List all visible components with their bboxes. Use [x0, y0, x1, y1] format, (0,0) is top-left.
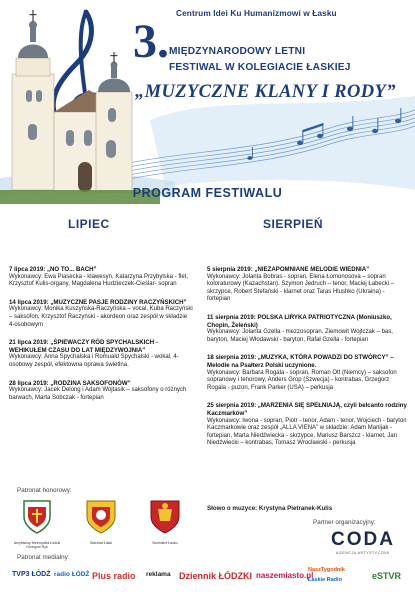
nasz-tygodnik-logo: NaszTygodnik: [308, 567, 345, 573]
estvr-logo: eSTVR: [372, 571, 402, 581]
event-item: [9, 380, 193, 403]
radio-lodz-logo: radio ŁÓDŹ: [54, 571, 90, 578]
dziennik-lodzki-logo: Dziennik ŁÓDZKI: [179, 571, 253, 581]
event-title: 21 lipca 2019: „ŚPIEWACZY RÓD SPYCHALSKICH - WEHIKUŁEM CZASU DO LAT MIĘDZYWOJNIA”: [9, 339, 158, 354]
august-heading: SIERPIEŃ: [263, 217, 324, 231]
organizer-name: Centrum Idei Ku Humanizmowi w Łasku: [176, 8, 337, 18]
naszemiasto-logo: naszemiasto.pl: [256, 571, 314, 580]
event-performers: Wykonawcy: Monika Kuszyńska-Raczyńska – vocal, Kuba Raczyński – saksofon, Krzysztof Raczyński - akordeon oraz zespół w składzie 4-osobowym: [9, 306, 193, 328]
patron-logo: [12, 499, 62, 549]
event-item: [207, 402, 407, 448]
event-title: 28 lipca 2019: „RODZINA SAKSOFONÓW”: [9, 379, 131, 387]
tvp3-logo: TVP3 ŁÓDŹ: [12, 571, 51, 578]
festival-motto: „MUZYCZNE KLANY I RODY”: [135, 82, 396, 102]
event-title: 5 sierpnia 2019: „NIEZAPOMNIANE MELODIE WIEDNIA”: [207, 266, 370, 273]
patron-caption: Burmistrz Łasku: [152, 541, 178, 545]
music-commentary-credit: Słowo o muzyce: Krystyna Pietranek-Kulis: [207, 505, 333, 512]
event-title: 11 sierpnia 2019: POLSKA LIRYKA PATRIOTYCZNA (Moniuszko, Chopin, Żeleński): [207, 313, 392, 329]
county-coat-of-arms-icon: [84, 499, 118, 535]
event-title: 14 lipca 2019: „MUZYCZNE PASJE RODZINY RACZYŃSKICH”: [9, 298, 187, 306]
patron-caption: Arcybiskup Metropolita Łódzki Grzegorz Ryś: [13, 541, 61, 549]
july-heading: LIPIEC: [68, 217, 110, 231]
event-performers: Wykonawcy: Jolanta Gzella - mezzosopran, Ziemowit Wojtczak – bas, baryton, Maciej Włodawski - baryton, Rafał Gzella - fortepian: [207, 329, 393, 343]
edition-number: 3.: [133, 15, 169, 68]
event-item: [207, 266, 407, 304]
event-performers: Wykonawcy: Barbara Rogala - sopran, Roman Ott (Niemcy) – saksofon sopranowy i tenorowy, Anders Grop (Szwecja) - kontrabas, Grzegorz Rogala - puzon, Frank Parker (USA) – perkusja: [207, 369, 397, 391]
partner-heading: Partner organizacyjny:: [313, 519, 376, 526]
coda-logo: CODA: [331, 529, 395, 550]
event-performers: Wykonawcy: Jacek Delong i Adam Wojtasik – saksofony o różnych barwach, Marta Sobczak - fortepian: [9, 387, 187, 401]
patron-logo: [76, 499, 126, 545]
town-coat-of-arms-icon: [148, 499, 182, 535]
event-title: 25 sierpnia 2019: „MARZENIA SIĘ SPEŁNIAJĄ, czyli belcanto rodziny Kaczmarków”: [207, 402, 407, 417]
church-and-music-illustration: [0, 0, 415, 215]
event-performers: Wykonawcy: Ewa Piasecka - klawesyn, Katarzyna Przybylska - flet, Krzysztof Kulis-organy, Magdalena Hudzieczek-Cieślar- sopran: [9, 273, 189, 288]
event-title: 18 sierpnia 2019: „MUZYKA, KTÓRA POWADZI DO STWÓRCY” – Melodie na Psałterz Polski uczynione.: [207, 354, 394, 369]
event-performers: Wykonawcy: Jolanta Bobras - sopran, Elena Łomonosova – sopran koloraturowy (Kazachstan). Szymon Jedruch – tenor, Maciej Łabecki – skrzypce, Robert Stefański - klarnet oraz Taras Hlushko (Ukraina) - fortepian: [207, 273, 395, 303]
event-item: [207, 354, 407, 392]
event-item: [9, 339, 193, 369]
program-title: PROGRAM FESTIWALU: [132, 186, 283, 200]
patron-logo: [140, 499, 190, 545]
media-patrons-logos: [4, 563, 412, 591]
event-item: [207, 314, 407, 344]
laskie-radio-logo: Łaskie Radio: [308, 577, 342, 583]
header-artwork: [0, 0, 415, 215]
plus-radio-logo: Plus radio: [92, 571, 136, 581]
archbishop-coat-of-arms-icon: [20, 499, 54, 535]
coda-subtitle: AGENCJA ARTYSTYCZNA: [336, 551, 390, 555]
july-events: [9, 266, 193, 412]
honorary-patronage-logos: [12, 499, 202, 551]
media-patronage-heading: Patronat medialny:: [17, 554, 70, 561]
august-events: [207, 266, 407, 458]
sky-wash: [150, 96, 415, 190]
festival-title-line1: MIĘDZYNARODOWY LETNI: [169, 46, 306, 57]
patron-caption: Starosta Łaski: [89, 541, 113, 545]
event-item: [9, 299, 193, 329]
reklama-logo: reklama: [146, 571, 171, 578]
event-performers: Wykonawcy: Iwona - sopran, Piotr - tenor, Adam - tenor, Wojciech - baryton Kaczmarkowie oraz zespół „ALLA VIENA” w składzie: Adam Manijak - fortepian, Marta Niedźwiecka - skrzypce, Mariusz Barszcz - klarnet, Jan Niedźwiecki – kontrabas, Tomasz Wrocławski - perkusja: [207, 417, 407, 447]
event-performers: Wykonawcy: Anna Spychalska i Romuald Spychalski - wokal, 4-osobowy zespół, efektowna oprawa świetlna.: [9, 354, 179, 368]
festival-title-line2: FESTIWAL W KOLEGIACIE ŁASKIEJ: [169, 62, 351, 73]
event-title: 7 lipca 2019: „NO TO... BACH”: [9, 266, 97, 273]
honorary-patronage-heading: Patronat honorowy:: [17, 487, 72, 494]
event-item: [9, 266, 193, 289]
